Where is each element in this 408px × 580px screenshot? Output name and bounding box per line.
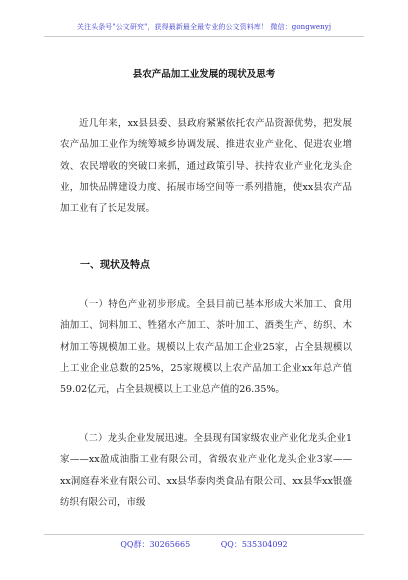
intro-paragraph: 近几年来，xx县县委、县政府紧紧依托农产品资源优势，把发展农产品加工业作为统筹城乡协调发展、推进农业产业化、促进农业增效、农民增收的突破口来抓，通过政策引导、扶持农业产业化龙头企业，加快品牌建设力度、拓展市场空间等一系列措施，使xx县农产品加工业有了长足发展。	[60, 118, 352, 215]
footer-divider	[44, 534, 364, 535]
paragraph-characteristic-industry: （一）特色产业初步形成。全县目前已基本形成大米加工、食用油加工、饲料加工、牲猪水产加工、茶叶加工、酒类生产、纺织、木材加工等规模加工业。规模以上农产品加工企业25家，占全县规模以上工业企业总数的25%，25家规模以上农产品加工企业xx年总产值59.02亿元，占全县规模以上工业总产值的26.35%。	[60, 299, 352, 396]
paragraph-leading-enterprises: （二）龙头企业发展迅速。全县现有国家级农业产业化龙头企业1家——xx盈成油脂工业有限公司，省级农业产业化龙头企业3家——xx洞庭春米业有限公司、xx县华泰肉类食品有限公司、xx县华xx银盛纺织有限公司，市级	[60, 433, 352, 508]
section-heading: 一、现状及特点	[80, 260, 150, 271]
document-title: 县农产品加工业发展的现状及思考	[132, 69, 276, 80]
footer-qq-group: QQ群：30265665	[120, 540, 191, 549]
header-banner: 关注头条号"公文研究"，获得最新最全最专业的公文资料库！ 微信：gongwenyj	[76, 23, 332, 31]
footer-qq: QQ：535304092	[220, 540, 288, 549]
header-divider	[44, 36, 364, 37]
footer-contact	[0, 539, 408, 550]
